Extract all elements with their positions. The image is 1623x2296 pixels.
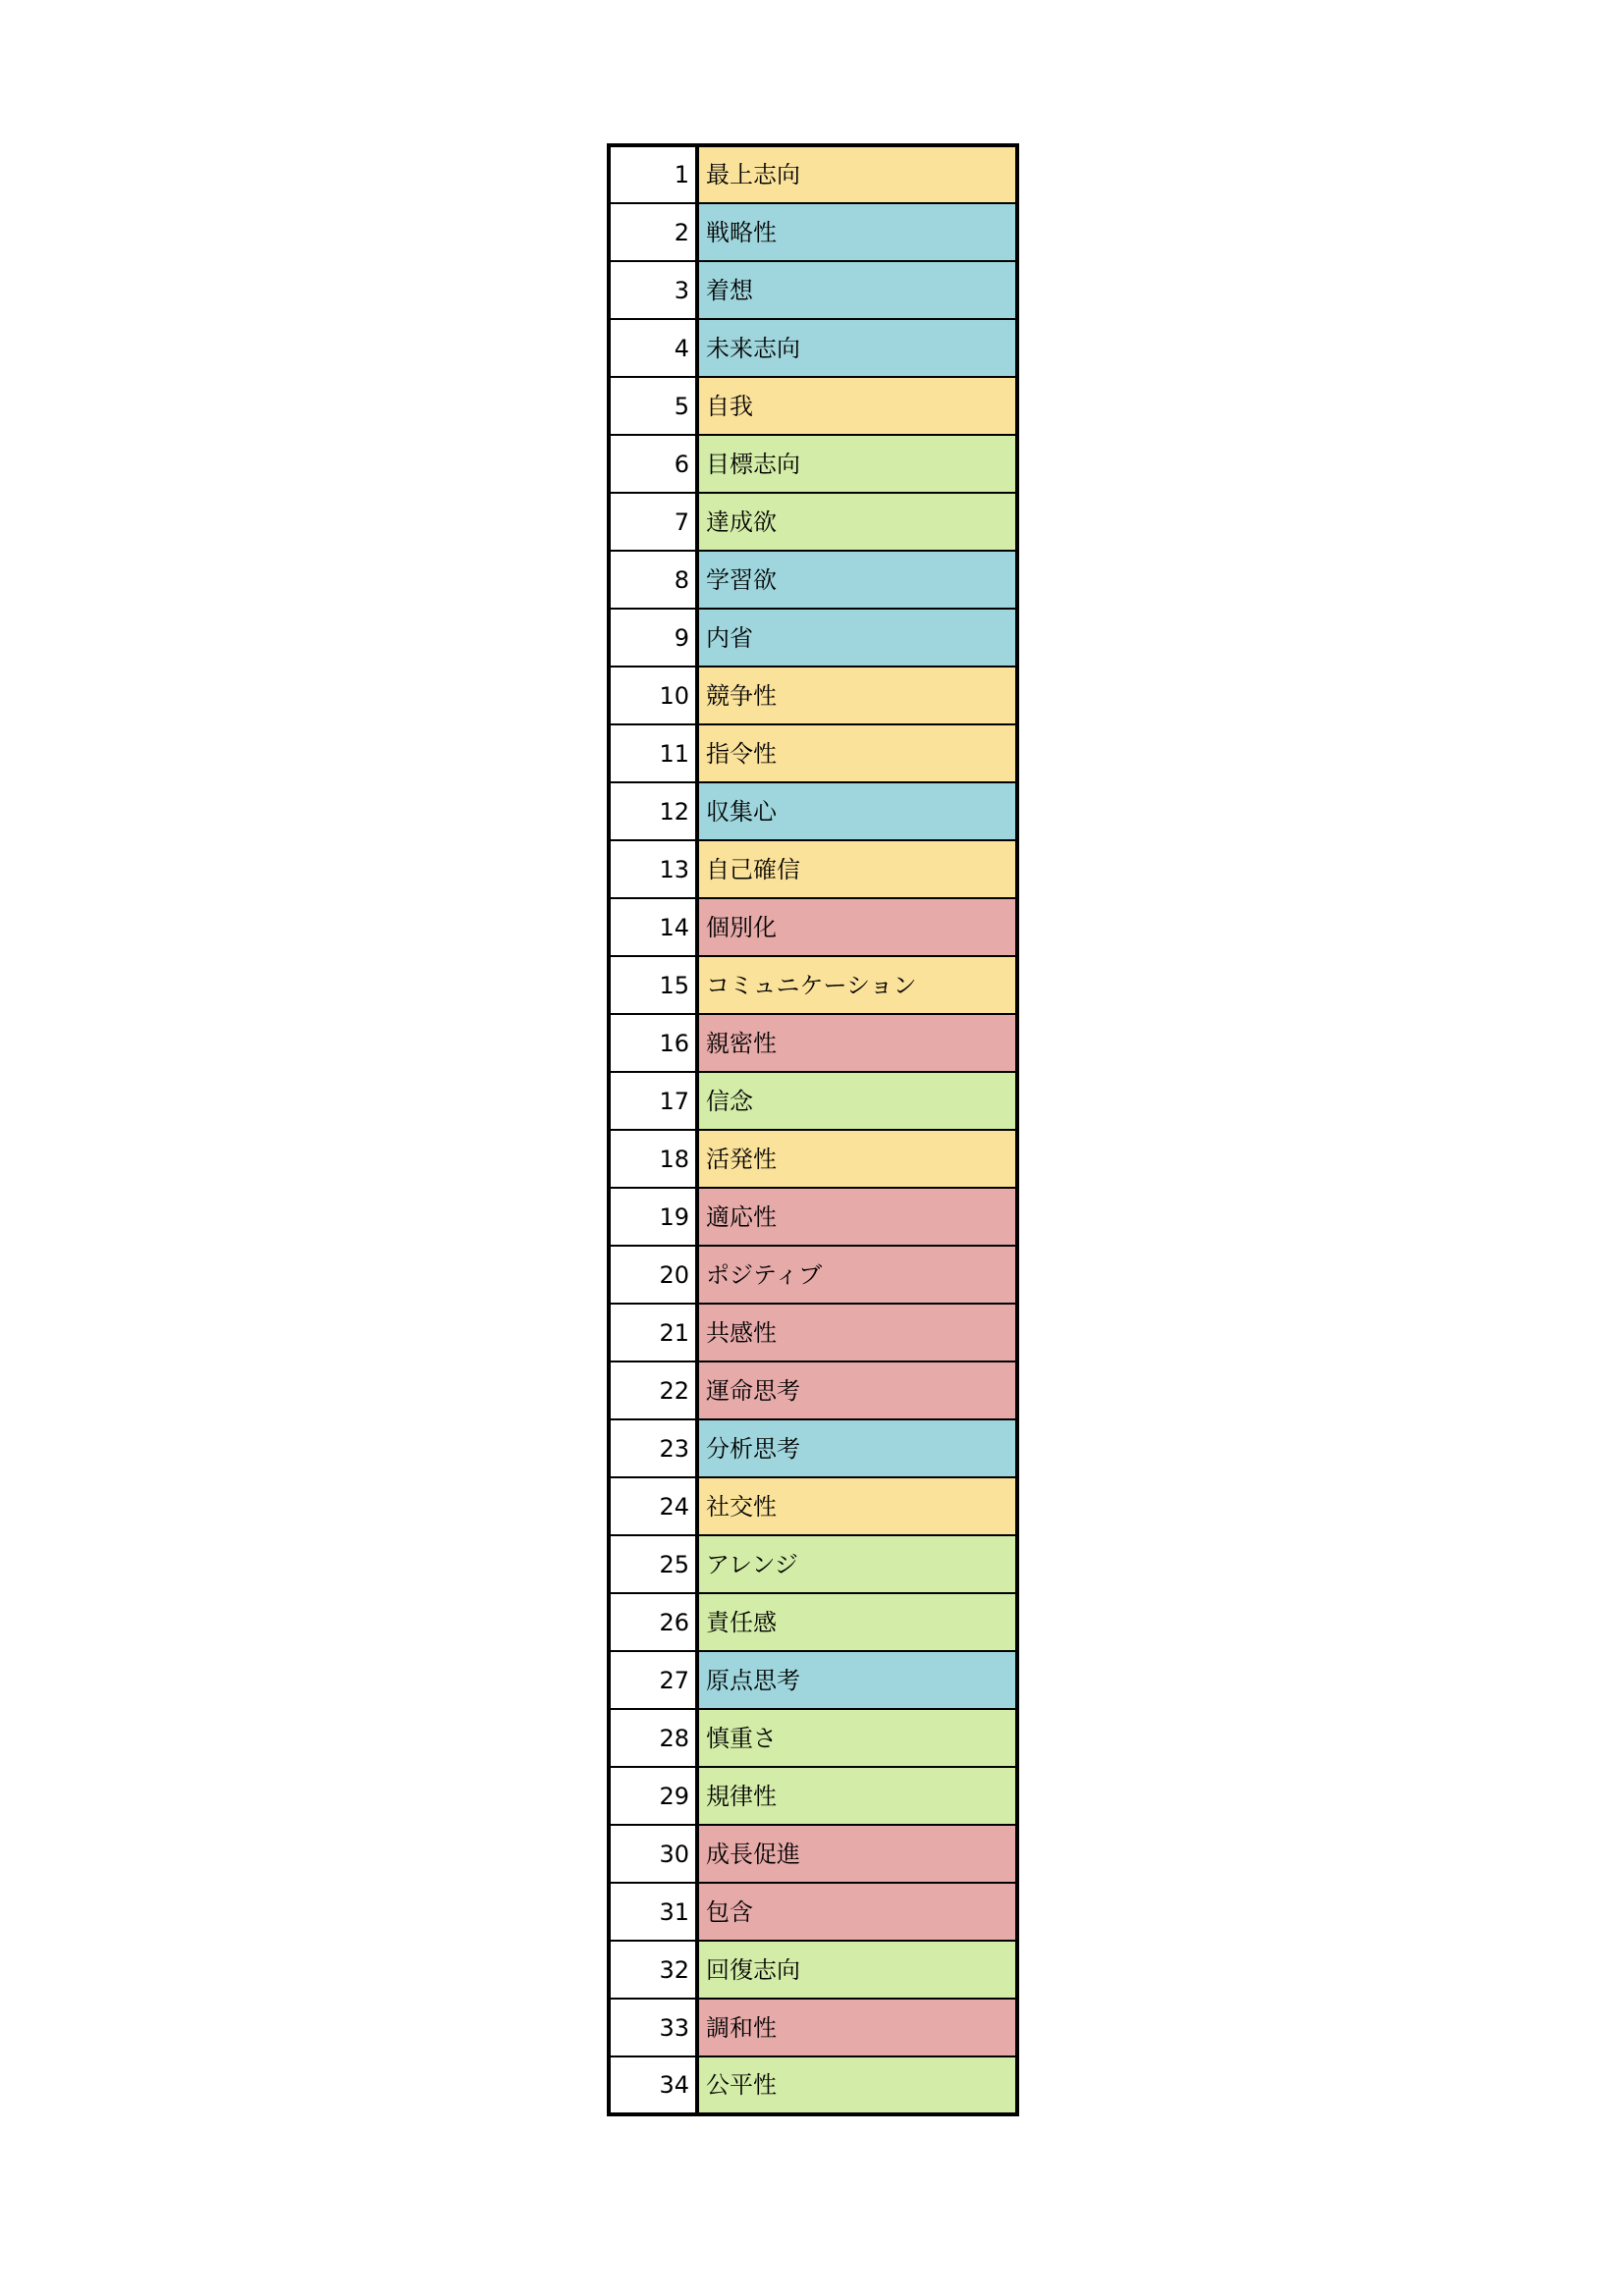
table-row — [609, 203, 1017, 261]
strength-name: 活発性 — [697, 1130, 1017, 1188]
strength-name: 成長促進 — [697, 1825, 1017, 1883]
table-row — [609, 493, 1017, 551]
table-row — [609, 319, 1017, 377]
strength-name: 親密性 — [697, 1014, 1017, 1072]
rank-number: 21 — [609, 1304, 697, 1362]
rank-number: 2 — [609, 203, 697, 261]
strength-name: 適応性 — [697, 1188, 1017, 1246]
strength-name: 慎重さ — [697, 1709, 1017, 1767]
rank-number: 20 — [609, 1246, 697, 1304]
table-row — [609, 956, 1017, 1014]
rank-number: 30 — [609, 1825, 697, 1883]
strength-name: 未来志向 — [697, 319, 1017, 377]
rank-number: 5 — [609, 377, 697, 435]
table-row — [609, 1825, 1017, 1883]
rank-number: 19 — [609, 1188, 697, 1246]
table-row — [609, 1072, 1017, 1130]
table-row — [609, 1477, 1017, 1535]
strength-name: 調和性 — [697, 1999, 1017, 2056]
table-row — [609, 145, 1017, 203]
strength-name: 原点思考 — [697, 1651, 1017, 1709]
strength-name: 目標志向 — [697, 435, 1017, 493]
strength-name: 回復志向 — [697, 1941, 1017, 1999]
table-row — [609, 1419, 1017, 1477]
rank-number: 24 — [609, 1477, 697, 1535]
rank-number: 17 — [609, 1072, 697, 1130]
rank-number: 6 — [609, 435, 697, 493]
table-row — [609, 1883, 1017, 1941]
strength-name: 学習欲 — [697, 551, 1017, 609]
table-row — [609, 1593, 1017, 1651]
strength-name: 自己確信 — [697, 840, 1017, 898]
strength-name: 共感性 — [697, 1304, 1017, 1362]
rank-number: 16 — [609, 1014, 697, 1072]
rank-number: 15 — [609, 956, 697, 1014]
table-row — [609, 1014, 1017, 1072]
strength-name: 責任感 — [697, 1593, 1017, 1651]
strength-name: アレンジ — [697, 1535, 1017, 1593]
table-row — [609, 782, 1017, 840]
rank-number: 32 — [609, 1941, 697, 1999]
rank-number: 8 — [609, 551, 697, 609]
rank-number: 23 — [609, 1419, 697, 1477]
table-row — [609, 1246, 1017, 1304]
rank-number: 27 — [609, 1651, 697, 1709]
strength-name: ポジティブ — [697, 1246, 1017, 1304]
rank-number: 31 — [609, 1883, 697, 1941]
strength-name: 競争性 — [697, 667, 1017, 724]
strength-name: 内省 — [697, 609, 1017, 667]
strength-name: 収集心 — [697, 782, 1017, 840]
strength-name: 個別化 — [697, 898, 1017, 956]
table-row — [609, 1999, 1017, 2056]
strength-name: 包含 — [697, 1883, 1017, 1941]
rank-number: 28 — [609, 1709, 697, 1767]
rank-number: 14 — [609, 898, 697, 956]
strength-name: 公平性 — [697, 2056, 1017, 2114]
table-row — [609, 1535, 1017, 1593]
strength-name: 社交性 — [697, 1477, 1017, 1535]
table-row — [609, 435, 1017, 493]
rank-number: 25 — [609, 1535, 697, 1593]
table-row — [609, 609, 1017, 667]
strength-name: 運命思考 — [697, 1362, 1017, 1419]
strength-name: 分析思考 — [697, 1419, 1017, 1477]
table-row — [609, 724, 1017, 782]
strength-name: 達成欲 — [697, 493, 1017, 551]
table-row — [609, 1767, 1017, 1825]
table-row — [609, 1188, 1017, 1246]
table-row — [609, 1362, 1017, 1419]
rank-number: 4 — [609, 319, 697, 377]
rank-number: 1 — [609, 145, 697, 203]
rank-number: 26 — [609, 1593, 697, 1651]
table-row — [609, 898, 1017, 956]
rank-number: 9 — [609, 609, 697, 667]
strength-name: 戦略性 — [697, 203, 1017, 261]
rank-number: 22 — [609, 1362, 697, 1419]
table-row — [609, 1130, 1017, 1188]
strength-name: 信念 — [697, 1072, 1017, 1130]
strength-name: コミュニケーション — [697, 956, 1017, 1014]
rank-number: 33 — [609, 1999, 697, 2056]
strength-name: 規律性 — [697, 1767, 1017, 1825]
table-row — [609, 1651, 1017, 1709]
table-row — [609, 377, 1017, 435]
strength-name: 最上志向 — [697, 145, 1017, 203]
rank-number: 34 — [609, 2056, 697, 2114]
table-row — [609, 1941, 1017, 1999]
strength-name: 指令性 — [697, 724, 1017, 782]
strengths-ranking-body — [609, 145, 1017, 2114]
table-row — [609, 1709, 1017, 1767]
strength-name: 着想 — [697, 261, 1017, 319]
rank-number: 7 — [609, 493, 697, 551]
rank-number: 10 — [609, 667, 697, 724]
rank-number: 11 — [609, 724, 697, 782]
table-row — [609, 2056, 1017, 2114]
rank-number: 3 — [609, 261, 697, 319]
table-row — [609, 840, 1017, 898]
table-row — [609, 551, 1017, 609]
table-row — [609, 1304, 1017, 1362]
table-row — [609, 667, 1017, 724]
rank-number: 12 — [609, 782, 697, 840]
rank-number: 18 — [609, 1130, 697, 1188]
rank-number: 29 — [609, 1767, 697, 1825]
table-row — [609, 261, 1017, 319]
rank-number: 13 — [609, 840, 697, 898]
strengths-ranking-table — [607, 143, 1019, 2116]
strength-name: 自我 — [697, 377, 1017, 435]
